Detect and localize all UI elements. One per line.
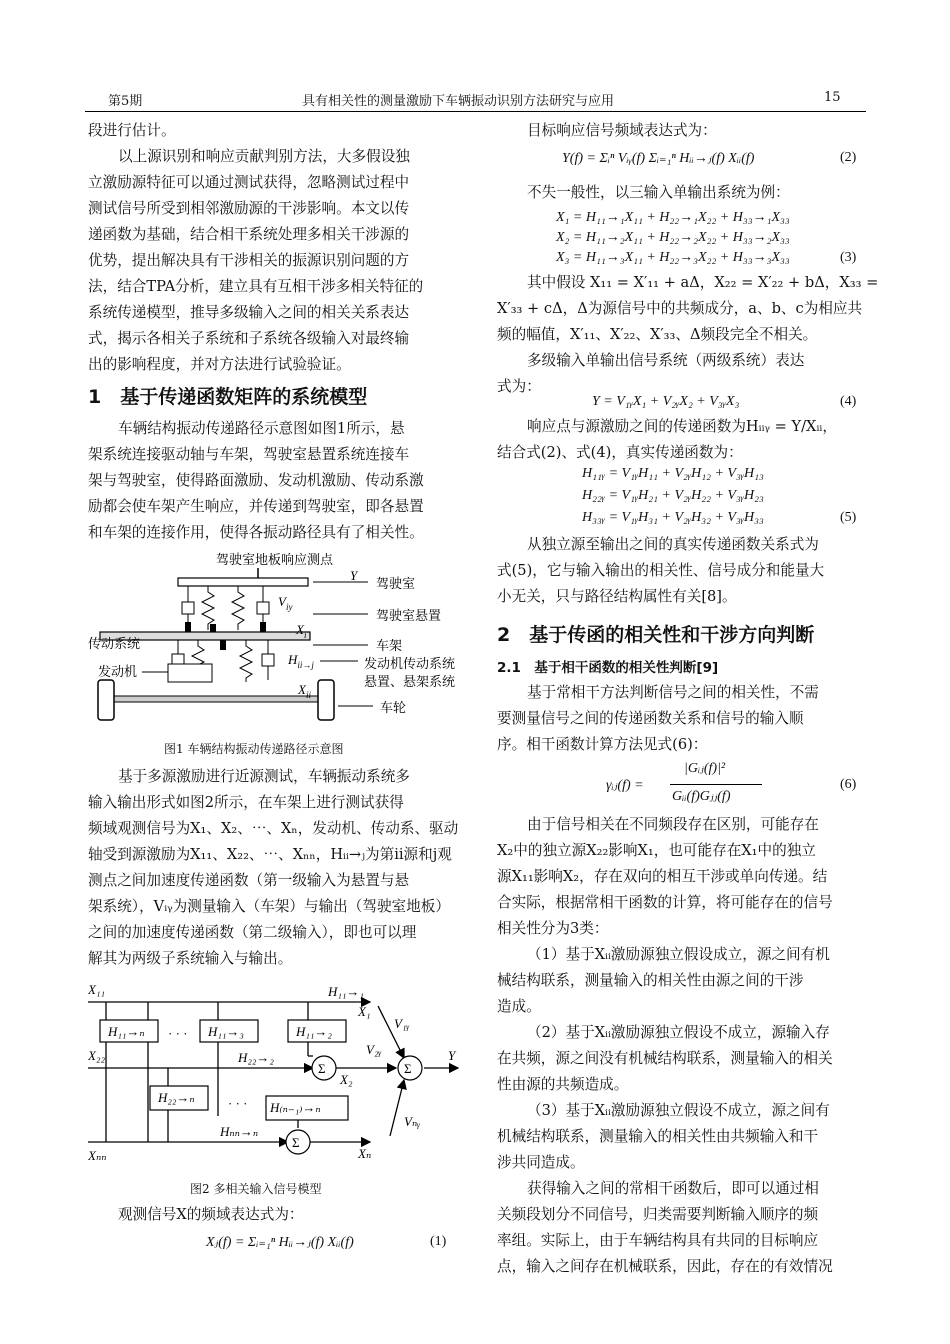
frame-measure-points [185,622,266,632]
text-line: 造成。 [497,998,541,1015]
text-line: 获得输入之间的常相干函数后，即可以通过相 [527,1180,819,1197]
text-line: 递函数为基础，结合相干系统处理多相关干涉源的 [88,226,410,243]
axle [108,696,323,702]
text-line: 式(5)，它与输入输出的相关性、信号成分和能量大 [497,562,825,579]
text-line: 测试信号所受到相邻激励源的干涉影响。本文以传 [88,200,410,217]
text-line: 性由源的共频造成。 [497,1076,629,1093]
text-line: 出的影响程度，并对方法进行试验验证。 [88,356,351,373]
text-line: 在共频，源之间没有机械结构联系，测量输入的相关 [497,1050,833,1067]
text-line: 测点之间加速度传递函数（第一级输入为悬置与悬 [88,872,410,889]
fig1-cab-mount-label: 驾驶室悬置 [376,608,442,623]
text-line: 和车架的连接作用，使得各振动路径具有了相关性。 [88,524,424,541]
text-line: 序。相干函数计算方法见式(6)： [497,736,708,753]
text-line: （1）基于Xᵢᵢ激励源独立假设成立，源之间有机 [527,946,830,963]
fig2-x22: X₂₂ [88,1048,105,1063]
text-line: 之间的加速度传递函数（第二级输入），即也可以理 [88,924,417,941]
text-line: 关频段划分不同信号，归类需要判断输入顺序的频 [497,1206,819,1223]
fig2-xn: Xₙ [358,1146,372,1161]
fig1-hii-label: $H_{ii\to j}$ [288,652,314,670]
fig2-h22n: H₂₂→ₙ [158,1090,195,1105]
text-line: 解其为两级子系统输入与输出。 [88,950,293,967]
fig2-h113: H₁₁→₃ [208,1024,244,1039]
text-line: 要测量信号之间的传递函数关系和信号的输入顺 [497,710,804,727]
fig1-powertrain-label: 传动系统 [88,636,141,651]
equation-5-line3: H₃₃ᵧ = V₁ᵧH₃₁ + V₂ᵧH₃₂ + V₃ᵧH₃₃ [582,510,764,525]
fig1-wheel-label: 车轮 [380,700,407,715]
equation-2: Y(f) = Σᵢⁿ Vᵢᵧ(f) Σᵢ₌₁ⁿ Hᵢᵢ→ⱼ(f) Xᵢᵢ(f) [562,151,755,166]
fig1-viy-label: $V_{iy}$ [278,594,293,612]
cab-mounts [182,586,269,630]
text-line: 械结构联系，测量输入的相关性由源之间的干涉 [497,972,804,989]
fig1-xi-label: $X_i$ [296,622,307,640]
text-line: 励都会使车架产生响应，并传递到驾驶室，即各悬置 [88,498,424,515]
fig1-top-label: 驾驶室地板响应测点 [216,552,334,567]
text-line: 涉共同造成。 [497,1154,585,1171]
figure-1-caption: 图1 车辆结构振动传递路径示意图 [164,742,344,756]
equation-5-line2: H₂₂ᵧ = V₁ᵧH₂₁ + V₂ᵧH₂₂ + V₃ᵧH₂₃ [582,488,764,503]
fig2-x1: X₁ [358,1004,371,1019]
text-line: 源X₁₁影响X₂，存在双向的相互干涉或单向传递。结 [497,868,828,885]
text-line: 率组。实际上，由于车辆结构具有共同的目标响应 [497,1232,819,1249]
paragraph-observed-signal: 观测信号X的频域表达式为： [118,1206,304,1223]
fig2-vny: Vₙᵧ [404,1114,421,1129]
fig2-x11: X₁₁ [88,982,105,997]
text-line: 输入输出形式如图2所示，在车架上进行测试获得 [88,794,404,811]
text-line: 机械结构联系，测量输入的相关性由共频输入和干 [497,1128,819,1145]
header-rule [85,111,866,112]
fig1-mounts-line2: 悬置、悬架系统 [364,674,456,689]
engine-block [168,664,212,682]
text-line: 架系统连接驱动轴与车架，驾驶室悬置系统连接车 [88,446,410,463]
text-line: 架与驾驶室，使得路面激励、发动机激励、传动系激 [88,472,424,489]
text-line: 频的幅值，X′₁₁、X′₂₂、X′₃₃、Δ频段完全不相关。 [497,326,818,343]
fig2-sum-2: Σ [292,1135,300,1150]
equation-5-line1: H₁₁ᵧ = V₁ᵧH₁₁ + V₂ᵧH₁₂ + V₃ᵧH₁₃ [582,466,764,481]
fig1-xii-label: $X_{ii}$ [298,682,311,700]
figure-2-signal-model [88,976,468,1176]
paragraph-target-response: 目标响应信号频域表达式为： [527,122,717,139]
text-line: X′₃₃ + cΔ，Δ为源信号中的共频成分，a、b、c为相应共 [497,300,863,317]
fig2-hn1n: H₍ₙ₋₁₎→ₙ [270,1100,321,1115]
text-line: 结合式(2)、式(4)，真实传递函数为： [497,444,743,461]
fig2-x2: X₂ [340,1072,353,1087]
equation-3-line2: X₂ = H₁₁→₂X₁₁ + H₂₂→₂X₂₂ + H₃₃→₂X₃₃ [556,230,790,245]
text-line: 由于信号相关在不同频段存在区别，可能存在 [527,816,819,833]
figure-1-vibration-path-diagram [88,548,468,738]
text-line: 架系统），Vᵢᵧ为测量输入（车架）与输出（驾驶室地板） [88,898,450,915]
text-line: 点，输入之间存在机械联系，因此，存在的有效情况 [497,1258,833,1275]
equation-3-line3: X₃ = H₁₁→₃X₁₁ + H₂₂→₃X₂₂ + H₃₃→₃X₃₃ [556,250,790,265]
journal-article-title: 具有相关性的测量激励下车辆振动识别方法研究与应用 [302,94,615,109]
text-line: 基于多源激励进行近源测试，车辆振动系统多 [118,768,410,785]
text-line: 其中假设 X₁₁ = X′₁₁ + aΔ，X₂₂ = X′₂₂ + bΔ，X₃₃ = [527,274,879,291]
fig2-sum-1: Σ [318,1061,326,1076]
fig2-y: Y [448,1048,456,1063]
text-line: 立激励源特征可以通过测试获得，忽略测试过程中 [88,174,410,191]
fraction-bar [670,784,762,785]
fig2-h112: H₁₁→₂ [296,1024,332,1039]
fig1-engine-label: 发动机 [98,664,138,679]
text-line: 相关性分为3类： [497,920,609,937]
text-line: 法，结合TPA分析，建立具有互相干涉多相关特征的 [88,278,424,295]
equation-4-number: (4) [840,394,857,409]
equation-6-lhs: γᵢⱼ(f) = [606,778,644,793]
text-line: （3）基于Xᵢᵢ激励源独立假设不成立，源之间有 [527,1102,830,1119]
fig1-cab-label: 驾驶室 [376,576,416,591]
running-header [0,90,950,110]
equation-1: Xⱼ(f) = Σᵢ₌₁ⁿ Hᵢᵢ→ⱼ(f) Xᵢᵢ(f) [206,1235,354,1250]
equation-3-number: (3) [840,250,857,265]
paragraph-fragment: 段进行估计。 [88,122,176,139]
issue-number: 第5期 [108,94,143,109]
fig2-h111: H₁₁→₁ [328,984,364,999]
section-heading-1: 1 基于传递函数矩阵的系统模型 [88,386,368,408]
text-line: 小无关，只与路径结构属性有关[8]。 [497,588,737,605]
equation-4: Y = V₁ᵧX₁ + V₂ᵧX₂ + V₃ᵧX₃ [592,394,740,409]
fig1-mounts-line1: 发动机传动系统 [364,656,456,671]
text-line: 系统传递模型，推导多级输入之间的相关关系表达 [88,304,410,321]
text-line: 式为： [497,378,541,395]
text-line: 响应点与源激励之间的传递函数为Hᵢᵢᵧ = Y/Xᵢᵢ， [527,418,837,435]
equation-3-line1: X₁ = H₁₁→₁X₁₁ + H₂₂→₁X₂₂ + H₃₃→₁X₃₃ [556,210,790,225]
text-line: 从独立源至输出之间的真实传递函数关系式为 [527,536,819,553]
equation-6-denominator: Gᵢᵢ(f)Gⱼⱼ(f) [672,789,731,804]
fig2-v2y: V₂ᵧ [366,1042,382,1057]
equation-6-numerator: |Gᵢⱼ(f)|² [684,761,726,776]
fig2-h222: H₂₂→₂ [238,1050,274,1065]
text-line: 多级输入单输出信号系统（两级系统）表达 [527,352,805,369]
text-line: （2）基于Xᵢᵢ激励源独立假设不成立，源输入存 [527,1024,830,1041]
wheel-left [98,680,114,720]
text-line: 轴受到源激励为X₁₁、X₂₂、⋯、Xₙₙ，Hᵢᵢ→ⱼ为第ii源和j观 [88,846,452,863]
fig2-sum-out: Σ [404,1061,412,1076]
figure-2-caption: 图2 多相关输入信号模型 [190,1182,322,1196]
text-line: 基于常相干方法判断信号之间的相关性，不需 [527,684,819,701]
text-line: 优势，提出解决具有干涉相关的振源识别问题的方 [88,252,410,269]
text-line: X₂中的独立源X₂₂影响X₁，也可能存在X₁中的独立 [497,842,816,859]
equation-1-number: (1) [430,1234,447,1249]
fig2-dots-1: · · · [168,1026,188,1041]
equation-2-number: (2) [840,150,857,165]
fig2-dots-2: · · · [228,1096,248,1111]
subsection-heading-2-1: 2.1 基于相干函数的相关性判断[9] [497,660,719,676]
paragraph-three-input: 不失一般性，以三输入单输出系统为例： [527,184,790,201]
equation-6-number: (6) [840,777,857,792]
fig1-frame-label: 车架 [376,638,403,653]
text-line: 式，揭示各相关子系统和子系统各级输入对最终输 [88,330,410,347]
section-heading-2: 2 基于传函的相关性和干涉方向判断 [497,624,815,646]
text-line: 以上源识别和响应贡献判别方法，大多假设独 [118,148,410,165]
fig1-y-label: Y [350,568,358,583]
text-line: 频域观测信号为X₁、X₂、⋯、Xₙ，发动机、传动系、驱动 [88,820,459,837]
fig2-hnnn: Hₙₙ→ₙ [220,1124,259,1139]
fig2-xnn: Xₙₙ [88,1148,107,1163]
fig2-h11n: H₁₁→ₙ [108,1024,145,1039]
text-line: 合实际，根据常相干函数的计算，将可能存在的信号 [497,894,833,911]
page-number: 15 [824,90,841,105]
wheel-right [318,680,334,720]
cab-floor [178,578,308,586]
equation-5-number: (5) [840,510,857,525]
text-line: 车辆结构振动传递路径示意图如图1所示，悬 [118,420,405,437]
fig2-v1y: V₁ᵧ [394,1016,410,1031]
